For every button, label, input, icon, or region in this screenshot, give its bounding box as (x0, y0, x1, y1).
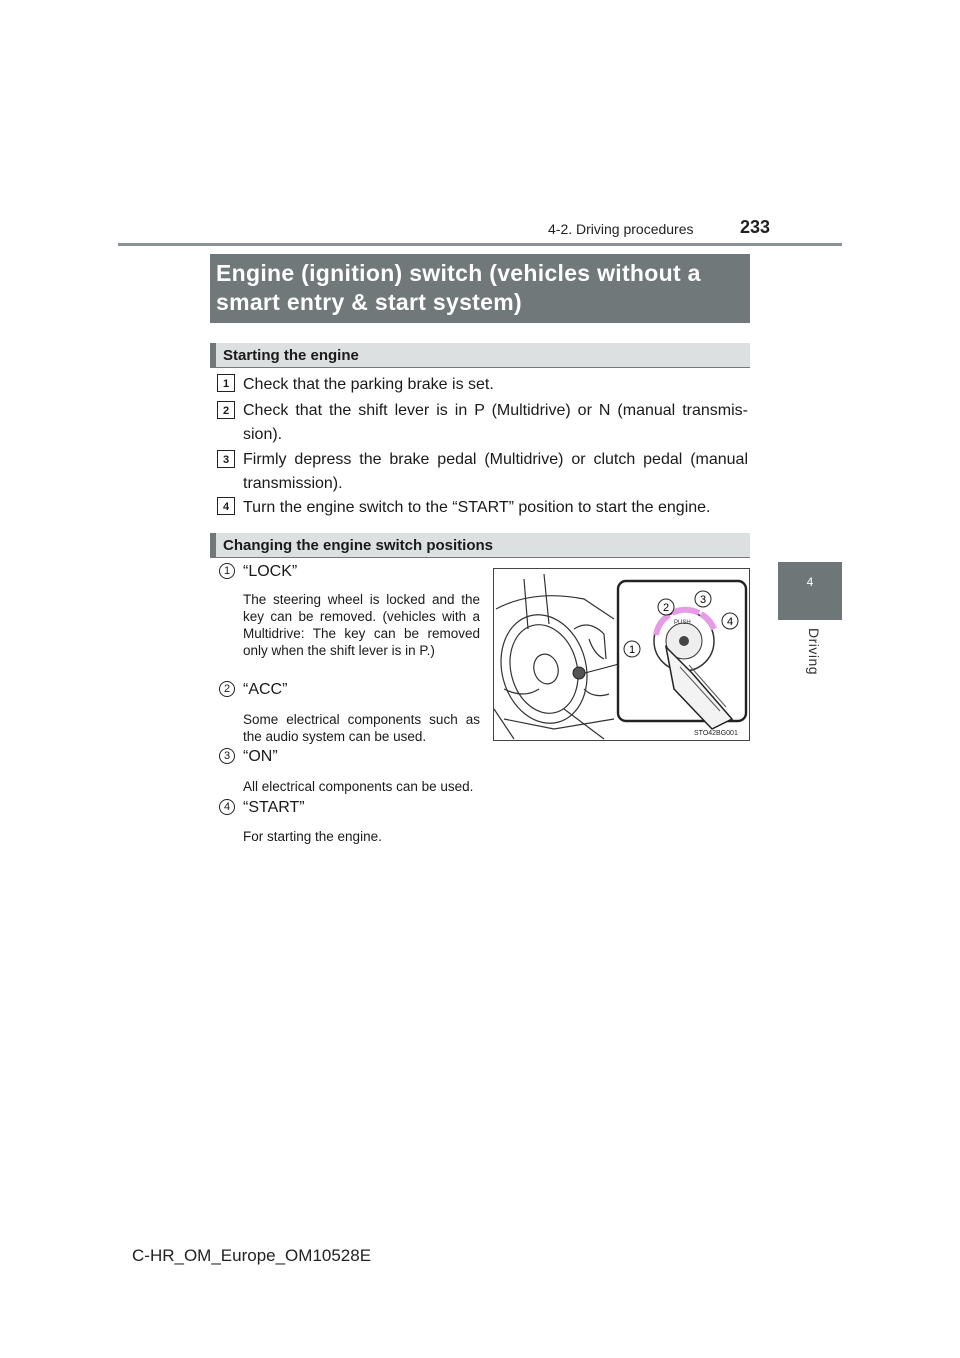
section-heading-positions: Changing the engine switch positions (223, 537, 494, 554)
page-number: 233 (740, 217, 771, 237)
position-number-4: 4 (219, 799, 235, 815)
dashboard-sketch (494, 574, 614, 739)
step-badge-3: 3 (217, 450, 235, 468)
step-text-3: Firmly depress the brake pedal (Multidrive) or clutch pedal (manual transmission). (243, 451, 748, 492)
svg-text:2: 2 (662, 602, 670, 614)
position-label-start: “START” (243, 799, 305, 816)
illustration-drawing (494, 569, 749, 740)
key-head (679, 636, 689, 646)
position-label-acc: “ACC” (243, 681, 288, 698)
step-text-1: Check that the parking brake is set. (243, 376, 494, 393)
position-desc-start: For starting the engine. (243, 829, 382, 844)
step-text-2: Check that the shift lever is in P (Multidrive) or N (manual transmis-sion). (243, 402, 748, 443)
position-desc-lock: The steering wheel is locked and the key can be removed. (vehicles with a Multidrive: The key can be removed only when the shift lever is in P.) (243, 592, 480, 658)
steering-hub (531, 651, 562, 686)
chapter-number: 4 (806, 575, 814, 589)
position-number-3: 3 (219, 748, 235, 764)
ignition-switch-illustration (493, 568, 750, 741)
page-title: Engine (ignition) switch (vehicles without a smart entry & start system) (216, 260, 701, 315)
step-badge-2: 2 (217, 401, 235, 419)
step-text-4: Turn the engine switch to the “START” position to start the engine. (243, 499, 711, 516)
section-heading-starting: Starting the engine (223, 347, 359, 364)
svg-text:4: 4 (726, 616, 734, 628)
document-code-footer: C-HR_OM_Europe_OM10528E (132, 1246, 372, 1265)
position-label-lock: “LOCK” (243, 563, 298, 580)
position-desc-acc: Some electrical components such as the audio system can be used. (243, 712, 480, 744)
chapter-label: Driving (806, 628, 822, 676)
svg-text:3: 3 (699, 594, 707, 606)
arc-acc-on (672, 610, 699, 613)
position-desc-on: All electrical components can be used. (243, 779, 474, 794)
position-label-on: “ON” (243, 748, 278, 765)
leader-line (585, 664, 619, 673)
position-number-1: 1 (219, 563, 235, 579)
chapter-tab (778, 562, 842, 620)
step-badge-4: 4 (217, 497, 235, 515)
position-number-2: 2 (219, 681, 235, 697)
step-badge-1: 1 (217, 374, 235, 392)
header-rule (118, 243, 842, 246)
section-header: 4-2. Driving procedures (548, 221, 694, 237)
illustration-code: STO42BG001 (694, 730, 738, 737)
svg-text:1: 1 (628, 644, 636, 656)
ignition-location-dot (573, 667, 585, 679)
push-label: PUSH (674, 620, 691, 626)
